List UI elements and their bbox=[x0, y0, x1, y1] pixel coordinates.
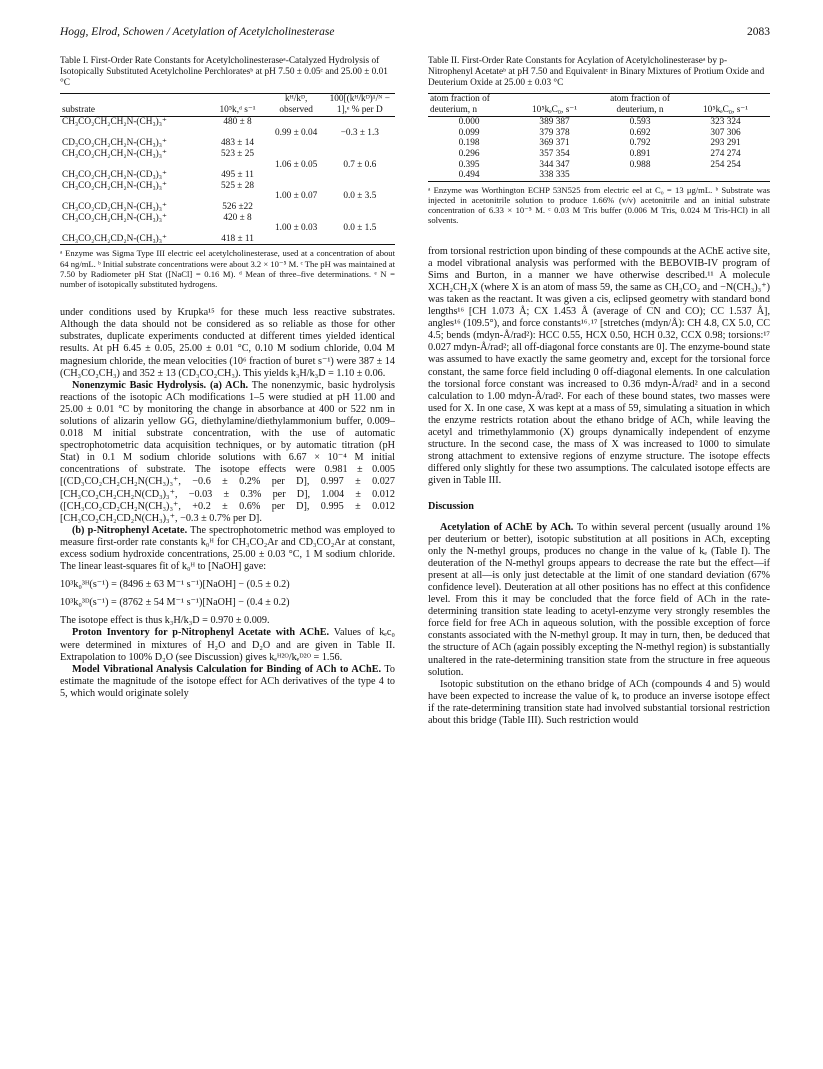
section-heading: Model Vibrational Analysis Calculation for Binding of ACh to AChE. bbox=[72, 663, 382, 675]
table-1 bbox=[60, 56, 395, 289]
table-row: 0.000 389 387 0.593 323 324 bbox=[458, 117, 741, 128]
table-row: CD₃CO₂CH₂CH₂N-(CH₃)₃⁺ 483 ± 14 bbox=[62, 138, 255, 149]
table-row: CH₃CO₂CH₂CH₂N-(CD₃)₃⁺ 495 ± 11 bbox=[62, 170, 254, 181]
section-heading: Proton Inventory for p-Nitrophenyl Acetate with AChE. bbox=[72, 627, 330, 639]
paragraph: under conditions used by Krupka¹⁵ for these much less reactive substrates. Although the data should not be considered as so reliable as those for other substrates, duplicate experiments conducted at different times yielded identical results. At pH 6.45 ± 0.05, 25.00 ± 0.01 °C, 0.10 M sodium chloride, 0.04 M magnesium chloride, the mean velocities (10⁶ fraction of buret s⁻¹) were 387 ± 14 (CH₃CO₂CH₃) and 352 ± 13 (CD₃CO₂CH₃). This yields k₃H/k₃D = 1.10 ± 0.06. bbox=[60, 307, 395, 379]
section-heading: Acetylation of AChE by ACh. bbox=[440, 521, 574, 533]
t1-col-substrate: substrate bbox=[62, 104, 96, 115]
t2-col-n2: atom fraction of deuterium, n bbox=[610, 94, 670, 115]
right-column bbox=[428, 56, 770, 727]
table-row: 0.296 357 354 0.891 274 274 bbox=[458, 148, 741, 159]
t2-col-k2: 10⁵kₑC₀, s⁻¹ bbox=[703, 104, 749, 115]
paragraph: from torsional restriction upon binding of these compounds at the AChE active site, a model vibrational analysis was performed with the BEBOVIB-IV program of Sims and Burton, in a manner we have otherwise described.¹¹ A molecule XCH₂CH₂X (where X is an atom of mass 59, the same as CH₃CO₂ and −N(CH₃)₃⁺) was taken as the reactant. It was given a cis, eclipsed geometry with standard bond lengths¹⁶ [CH 1.073 Å; CX 1.453 Å (average of CN and CO); CC 1.537 Å], angles¹⁶ (109.5°), and force constants¹⁶˒¹⁷ [stretches (mdyn/Å): CH 4.8, CX 5.0, CC 4.5; bends (mdyn-Å/rad²): HCC 0.55, HCX 0.50, HCH 0.32, CCX 0.98; torsions:¹⁷ 0.027 mdyn-Å/rad²; all off-diagonal force constants are 0]. The enzyme-bound state was assumed to have exactly the same geometry and, except for the torsional force constant, the same force field including 0 off-diagonal elements. In one calculation the torsional force constant was increased to 0.36 mdyn-Å/rad² and in a second calculation to 1.00 mdyn-Å/rad². For each of these bound states, two masses were used for X. In one case, X was kept at a mass of 59, simulating a situation in which the enzyme restricts rotation about the ethano bridge of ACh, while leaving the acetyl and trimethylammonio (X) groups dynamically independent of enzyme structure. In the second case, the mass of X was increased to 1000 to simulate strong attachment to extensive regions of enzyme structure. The isotope effects differed only slightly for these two assumptions. The calculated isotope effects are given in Table III. bbox=[428, 245, 770, 487]
table-row: CH₃CO₂CH₂CH₂N-(CH₃)₃⁺ 523 ± 25 bbox=[62, 148, 255, 159]
paragraph: Isotopic substitution on the ethano bridge of ACh (compounds 4 and 5) would have been expected to increase the value of kₑ to produce an inverse isotope effect if the rate-determining transition state had involved substantial torsional restriction about this bridge (Table III). Such restriction would bbox=[428, 678, 770, 727]
table-2-grid bbox=[428, 93, 770, 182]
equation-2: 10³k₀³ᴰ(s⁻¹) = (8762 ± 54 M⁻¹ s⁻¹)[NaOH] − (0.4 ± 0.2) bbox=[60, 597, 290, 609]
running-title: Hogg, Elrod, Schowen / Acetylation of Acetylcholinesterase bbox=[60, 26, 335, 38]
running-header bbox=[60, 26, 770, 38]
table-1-footnote: ᵃ Enzyme was Sigma Type III electric eel acetylcholinesterase, used at a concentration of about 64 ng/mL. ᵇ Initial substrate concentrations were about 3.2 × 10⁻⁵ M. ᶜ The pH was maintained at 7.50 by Radiometer pH Stat ([NaCl] = 0.16 M). ᵈ Mean of three–five determinations. ᵉ N = number of isotopically substituted hydrogens. bbox=[60, 248, 395, 289]
table-row: 1.00 ± 0.03 0.0 ± 1.5 bbox=[275, 223, 377, 234]
t1-col-ratio: kᴴ/kᴰ, observed bbox=[279, 94, 313, 115]
table-row: 0.395 344 347 0.988 254 254 bbox=[458, 159, 741, 170]
table-2-caption: Table II. First-Order Rate Constants for Acylation of Acetylcholinesteraseᵃ by p-Nitrophenyl Acetateᵇ at pH 7.50 and Equivalentᶜ in Binary Mixtures of Protium Oxide and Deuterium Oxide at 25.00 ± 0.03 °C bbox=[428, 56, 765, 88]
section-heading: (b) p-Nitrophenyl Acetate. bbox=[72, 524, 188, 536]
table-row: CH₃CO₂CH₂CH₂N-(CH₃)₃⁺ 480 ± 8 bbox=[62, 117, 252, 128]
t1-col-k: 10⁵k,ᵈ s⁻¹ bbox=[219, 104, 256, 115]
page-number: 2083 bbox=[747, 26, 770, 38]
paragraph: Model Vibrational Analysis Calculation for Binding of ACh to AChE. To estimate the magnitude of the isotope effect for ACh derivatives of the type 4 to 5, which would originate solely bbox=[60, 663, 395, 699]
section-heading-discussion: Discussion bbox=[428, 501, 474, 513]
table-1-grid bbox=[60, 93, 395, 245]
table-row: CH₃CO₂CD₂CH₂N-(CH₃)₃⁺ 526 ±22 bbox=[62, 201, 253, 212]
table-row: CH₃CO₂CH₂CD₂N-(CH₃)₃⁺ 418 ± 11 bbox=[60, 234, 395, 245]
paragraph: Proton Inventory for p-Nitrophenyl Acetate with AChE. Values of kₑc₀ were determined in mixtures of H₂O and D₂O and are given in Table II. Extrapolation to 100% D₂O (see Discussion) gives kₑᴴ²ᴼ/kₑᴰ²ᴼ = 1.56. bbox=[60, 627, 395, 663]
table-row: 0.099 379 378 0.692 307 306 bbox=[458, 127, 741, 138]
t1-col-pct: 100[(kᴴ/kᴰ)¹/ᴺ − 1],ᵉ % per D bbox=[329, 94, 391, 115]
t2-col-k1: 10⁵kₑC₀, s⁻¹ bbox=[532, 104, 578, 115]
table-row: 1.00 ± 0.07 0.0 ± 3.5 bbox=[275, 191, 377, 202]
table-1-caption: Table I. First-Order Rate Constants for Acetylcholinesteraseᵃ-Catalyzed Hydrolysis of Isotopically Substituted Acetylcholine Perchloratesᵇ at pH 7.50 ± 0.05ᶜ and 25.00 ± 0.01 °C bbox=[60, 56, 388, 88]
table-row: CH₃CO₂CH₂CH₂N-(CH₃)₃⁺ 420 ± 8 bbox=[62, 212, 252, 223]
paragraph: The isotope effect is thus k₃H/k₃D = 0.970 ± 0.009. bbox=[60, 615, 270, 627]
table-2-footnote: ᵃ Enzyme was Worthington ECHP 53N525 from electric eel at C₀ = 13 μg/mL. ᵇ Substrate was injected in acetonitrile solution to produce 1.66% (v/v) acetonitrile and an initial substrate concentration of 6.33 × 10⁻⁵ M. ᶜ 0.03 M Tris buffer (0.006 M Tris, 0.024 M Tris-HCl) in all solvents. bbox=[428, 184, 770, 226]
section-heading: Nonenzymic Basic Hydrolysis. (a) ACh. bbox=[72, 379, 249, 391]
equation-1: 10³k₀³ᴴ(s⁻¹) = (8496 ± 63 M⁻¹ s⁻¹)[NaOH] − (0.5 ± 0.2) bbox=[60, 579, 290, 591]
t2-col-n1: atom fraction of deuterium, n bbox=[430, 94, 490, 115]
table-row: 1.06 ± 0.05 0.7 ± 0.6 bbox=[275, 159, 377, 170]
left-column bbox=[60, 56, 395, 700]
table-row: CH₃CO₂CH₂CH₂N-(CH₃)₃⁺ 525 ± 28 bbox=[62, 180, 255, 191]
paragraph: Nonenzymic Basic Hydrolysis. (a) ACh. The nonenzymic, basic hydrolysis reactions of the isotopic ACh modifications 1–5 were studied at pH 11.00 and 25.00 ± 0.01 °C by monitoring the change in absorbance at 400 or 522 nm in solutions of alizarin yellow GG, diethylamine/diethylammonium buffer, 0.009–0.018 M initial substrate concentration, with the use of automatic spectrophotometric data acquisition techniques, or by automatic titration (pH Stat) in 0.1 M sodium chloride solutions with 6.67 × 10⁻⁴ M initial concentrations of substrate. The isotope effects were 0.981 ± 0.005 [(CD₃CO₂CH₂CH₂N(CH₃)₃⁺, −0.6 ± 0.2% per D], 0.997 ± 0.027 [CH₃CO₂CH₂CH₂N(CD₃)₃⁺, −0.03 ± 0.3% per D], 1.004 ± 0.012 ([CH₃CO₂CD₂CH₂N(CH₃)₃⁺, +0.2 ± 0.6% per D], 0.995 ± 0.012 [CH₃CO₂CH₂CD₂N(CH₃)₃⁺, −0.3 ± 0.7% per D]. bbox=[60, 379, 395, 524]
paragraph: Acetylation of AChE by ACh. To within several percent (usually around 1% per deuterium or better), isotopic substitution at all positions in ACh, excepting only the N-methyl groups, produces no change in the value of kₑ (Table I). The deuteration of the N-methyl groups appears to decrease the rate but the effect—if present at all—is only just detectable at the limit of one standard deviation (67% confidence level). Deuteration at all other positions has no effect at this confidence level. From this it may be concluded that the force field of ACh in the rate-determining transition state leading to acetyl-enzyme very strongly resembles the force field for free ACh in aqueous solution, with the possible exception of force constants associated with the N-methyl group. It may in turn, then, be deduced that the structure of ACh (again possibly excepting the N-methyl region) is substantially unaltered in the rate-determining transition state from the structure in free aqueous solution. bbox=[428, 521, 771, 678]
table-row: 0.198 369 371 0.792 293 291 bbox=[458, 138, 741, 149]
paragraph: (b) p-Nitrophenyl Acetate. The spectrophotometric method was employed to measure first-order rate constants k₀ᴴ for CH₃CO₂Ar and CD₃CO₂Ar at constant, excess sodium hydroxide concentrations, 25.00 ± 0.03 °C, 1 M sodium chloride. The linear least-squares fit of k₀ᴴ to [NaOH] gave: bbox=[60, 524, 396, 573]
table-row: 0.494 338 335 bbox=[428, 170, 770, 181]
table-2 bbox=[428, 56, 770, 226]
table-row: 0.99 ± 0.04 −0.3 ± 1.3 bbox=[275, 127, 379, 138]
